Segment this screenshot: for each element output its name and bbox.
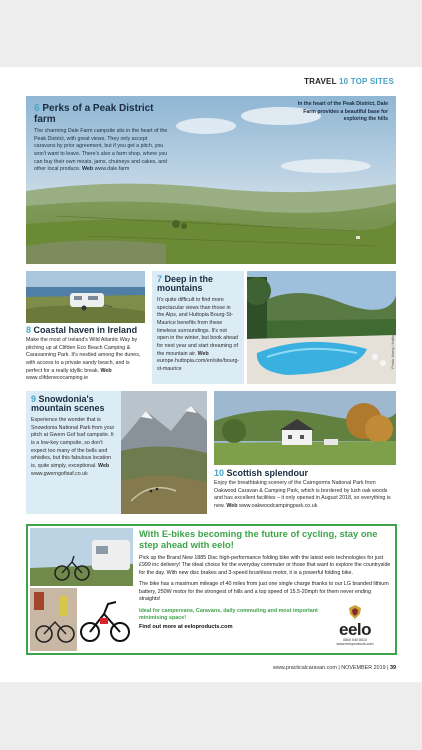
section-topic: 10 TOP SITES [338,77,394,86]
item-number: 8 [26,325,32,335]
advert-link[interactable]: Find out more at eeloproducts.com [139,623,233,630]
mountains-heading [157,275,239,294]
snowdonia-text [26,391,122,514]
ireland-heading [26,325,147,335]
peak-district-photo [26,96,396,264]
item-title: Snowdonia's mountain scenes [31,394,105,414]
ireland-link[interactable]: www.clifdenecocamping.ie [26,375,89,382]
ireland-caravan-photo [26,271,145,323]
item-body: It's quite difficult to find more spectacular views than those in the Alps, and Huttopia Bourg-St-Maurice benefits from these timeless surroundings. It's not open in the winter, but book ahead for next year and start dreaming of the mountain air. Web europe.huttopia.com/en/site/bourg-st-maurice [157,296,240,372]
mountains-text [152,271,244,384]
cairngorms-heading [214,468,396,478]
eelo-logo-block [319,605,391,647]
snowdonia-photo [121,391,207,514]
item-number: 9 [31,394,37,404]
item-title: Perks of a Peak District farm [34,103,154,125]
ireland-text [26,325,147,383]
item-title: Scottish splendour [226,468,309,478]
cairngorms-photo [214,391,396,465]
snowdonia-heading [31,395,117,414]
eelo-logo: eelo [338,619,372,639]
mountains-link[interactable]: europe.huttopia.com/en/site/bourg-st-maurice [157,358,240,372]
advert-highlight: Ideal for campervans, Caravans, daily commuting and most important minimising space! [139,607,318,622]
advert-phone: 0800 040 8010 [343,637,367,642]
item-body: Make the most of Ireland's Wild Atlantic Way by pitching up at Clifden Eco Beach Camping & Caravanning Park. It's nestled among the dunes, with access to a private sandy beach, and is perfect for a really idyllic break. Web www.clifdenecocamping.ie [26,337,141,382]
footer-text: www.practicalcaravan.com | NOVEMBER 2019 | [273,665,389,671]
peak-district-heading [34,103,169,125]
photo-credit: Photo: Alamy / Huttopia [391,331,395,369]
section-header [304,77,394,86]
advert-paragraph-1: Pick up the Brand New 1885 Disc high-performance folding bike with the latest eelo technologies for just £999 inc delivery! The ideal choice for the everyday commuter or those that want to explore the countryside for the day. With new disc brakes and 3-speed brushless motor, it is a powerful folding bike. [139,554,391,576]
peak-district-link[interactable]: www.dale.farm [94,166,130,173]
photo-caption: In the heart of the Peak District, Dale Farm provides a beautiful base for exploring the hills [297,101,388,123]
item-title: Coastal haven in Ireland [33,325,138,335]
crest-icon [349,605,361,619]
item-number: 6 [34,103,40,114]
cairngorms-link[interactable]: www.oakwoodcampingpark.co.uk [238,503,318,510]
advert-website[interactable]: www.eeloproducts.com [336,642,374,647]
advert-paragraph-2: The bike has a maximum mileage of 40 miles from just one single charge thanks to our LG branded lithium battery, 250W motor for the strongest of hills and a top speed of 15.5-20mph for them never ending straights! [139,581,389,603]
snowdonia-link[interactable]: www.gwerngofisaf.co.uk [31,470,88,477]
item-body: Experience the wonder that is Snowdonia National Park from your pitch at Gwern Gof Isaf campsite. It is a low-key campsite, so don't expect too many of the bells and whistles, but this fabulous location is, quite simply, exceptional. Web www.gwerngofisaf.co.uk [31,416,115,477]
item-number: 7 [157,274,163,284]
cairngorms-text [214,468,396,511]
peak-district-text [34,103,169,174]
page-number: 39 [390,665,396,671]
item-number: 10 [214,468,225,478]
item-body: Enjoy the breathtaking scenery of the Cairngorms National Park from Oakwood Caravan & Camping Park, which is bordered by lush oak woods and has excellent facilities – it only opened in August 2018, so everything is new. Web www.oakwoodcampingpark.co.uk [214,480,391,510]
eelo-advert[interactable] [26,524,397,655]
mountain-pool-photo [247,271,396,384]
item-title: Deep in the mountains [157,274,214,294]
magazine-page [0,67,422,682]
item-body: The charming Dale Farm campsite sits in the heart of the Peak District, with great views. They only accept caravans by prior agreement, but if you get a pitch, you won't want to leave. There's also a farm shop, where you can buy their own meats, jams, chutneys and cakes, and other local produce. Web www.dale.farm [34,128,168,173]
ebike-photos [30,528,133,651]
section-label: TRAVEL [304,77,337,86]
advert-headline: With E-bikes becoming the future of cycling, stay one step ahead with eelo! [139,528,378,550]
page-footer [273,665,396,671]
